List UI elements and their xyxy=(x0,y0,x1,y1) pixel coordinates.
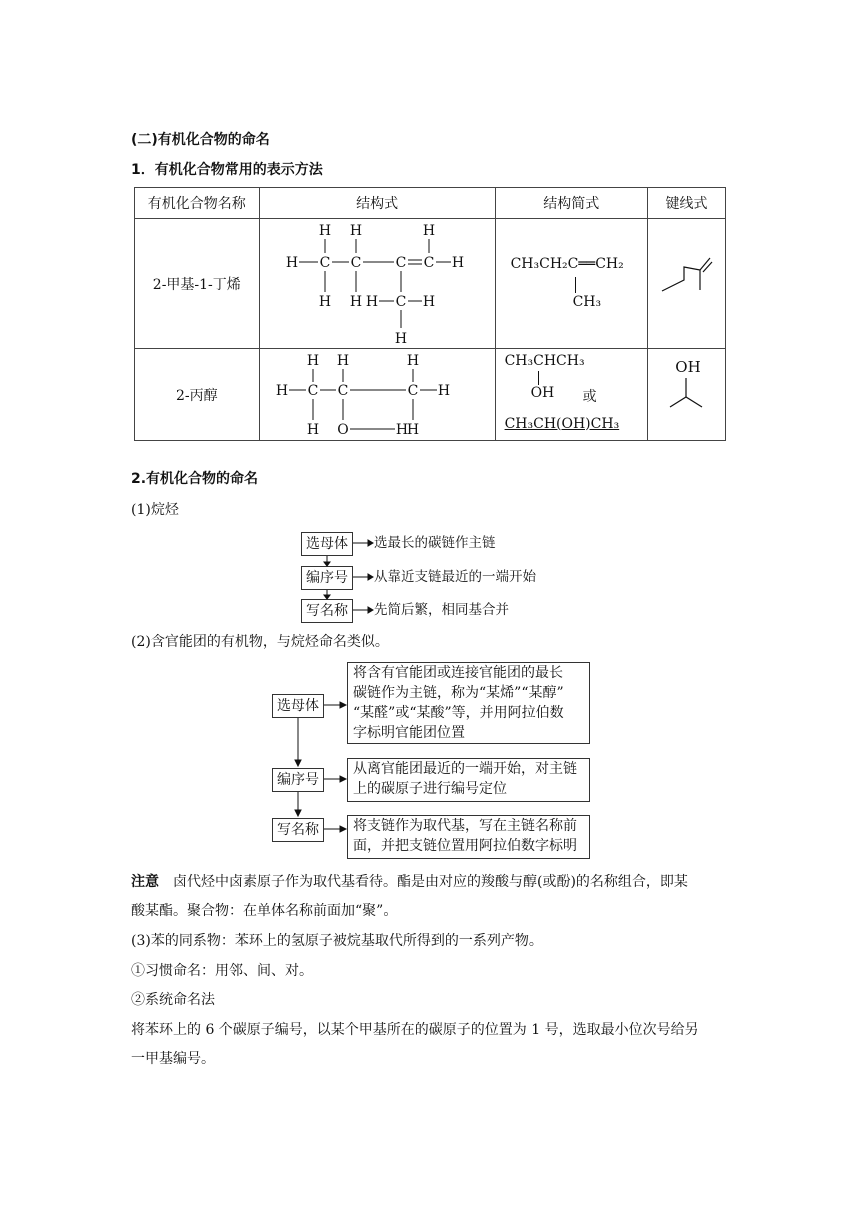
flow1-box-numbering: 编序号 xyxy=(301,566,353,590)
svg-text:C: C xyxy=(319,254,330,271)
note-line-2: 酸某酯。聚合物：在单体名称前面加“聚”。 xyxy=(131,903,398,919)
table-header-skeletal: 键线式 xyxy=(647,188,725,219)
flow1-desc-numbering: 从靠近支链最近的一端开始 xyxy=(374,569,536,585)
svg-text:H: H xyxy=(395,421,408,438)
flow2-arrows xyxy=(270,690,350,850)
condensed-line1: CH₃CHCH₃ xyxy=(504,352,585,369)
flow2-desc-numbering xyxy=(347,758,590,802)
svg-text:H: H xyxy=(349,293,362,310)
desc-line: 字标明官能团位置 xyxy=(353,725,465,741)
svg-text:H: H xyxy=(365,293,378,310)
table-row xyxy=(135,219,726,349)
benzene-homolog-title: (3)苯的同系物：苯环上的氢原子被烷基取代所得到的一系列产物。 xyxy=(131,933,543,949)
svg-text:H: H xyxy=(349,222,362,239)
flow1-desc-select-parent: 选最长的碳链作主链 xyxy=(374,535,496,551)
svg-text:H: H xyxy=(285,254,298,271)
skeletal-oh-label: OH xyxy=(675,357,701,376)
svg-text:C: C xyxy=(350,254,361,271)
desc-line: 上的碳原子进行编号定位 xyxy=(353,781,507,797)
svg-text:H: H xyxy=(318,293,331,310)
oh-bond xyxy=(538,371,539,385)
svg-text:H: H xyxy=(437,382,450,399)
condensed-line2: OH xyxy=(530,384,555,401)
svg-text:C: C xyxy=(423,254,434,271)
table-row xyxy=(135,349,726,441)
table-header-condensed: 结构简式 xyxy=(495,188,647,219)
svg-text:C: C xyxy=(395,254,406,271)
svg-text:H: H xyxy=(318,222,331,239)
skeletal-formula-propanol xyxy=(647,349,725,441)
systematic-naming-title: ②系统命名法 xyxy=(131,992,215,1008)
compound-name: 2-甲基-1-丁烯 xyxy=(135,219,260,349)
branch-bond xyxy=(575,277,576,293)
subsection-title-representation: 1．有机化合物常用的表示方法 xyxy=(131,162,323,178)
section-title: (二)有机化合物的命名 xyxy=(131,132,270,148)
condensed-formula-methylbutene xyxy=(495,219,647,349)
svg-text:H: H xyxy=(406,421,419,438)
alkane-title: (1)烷烃 xyxy=(131,502,179,518)
svg-text:H: H xyxy=(275,382,288,399)
svg-text:C: C xyxy=(407,382,418,399)
desc-line: 将支链作为取代基，写在主链名称前 xyxy=(353,818,577,834)
representation-table xyxy=(134,187,726,441)
svg-text:H: H xyxy=(306,352,319,369)
structural-formula-propanol xyxy=(259,349,495,441)
systematic-naming-desc-1: 将苯环上的 6 个碳原子编号，以某个甲基所在的碳原子的位置为 1 号，选取最小位次号给另 xyxy=(131,1022,699,1038)
flow1-box-write-name: 写名称 xyxy=(301,599,353,623)
note-line-1 xyxy=(131,872,688,892)
svg-text:H: H xyxy=(306,421,319,438)
condensed-or: 或 xyxy=(582,388,597,405)
desc-line: 从离官能团最近的一端开始，对主链 xyxy=(353,761,577,777)
desc-line: 将含有官能团或连接官能团的最长 xyxy=(353,665,563,681)
systematic-naming-desc-2: 一甲基编号。 xyxy=(131,1051,215,1067)
table-header-structural: 结构式 xyxy=(259,188,495,219)
svg-text:C: C xyxy=(307,382,318,399)
svg-text:H: H xyxy=(394,330,407,347)
desc-line: 碳链作为主链，称为“某烯”“某醇” xyxy=(353,685,564,701)
desc-line: “某醛”或“某酸”等，并用阿拉伯数 xyxy=(353,705,564,721)
svg-text:H: H xyxy=(451,254,464,271)
flow2-desc-select-parent xyxy=(347,662,590,744)
skeletal-formula-methylbutene xyxy=(647,219,725,349)
desc-line: 面，并把支链位置用阿拉伯数字标明 xyxy=(353,838,577,854)
svg-text:C: C xyxy=(395,293,406,310)
svg-text:O: O xyxy=(336,421,349,438)
svg-text:H: H xyxy=(406,352,419,369)
functional-group-title: (2)含官能团的有机物，与烷烃命名类似。 xyxy=(131,634,389,650)
svg-text:H: H xyxy=(422,293,435,310)
structural-formula-methylbutene xyxy=(259,219,495,349)
flow2-box-write-name: 写名称 xyxy=(272,818,324,842)
flow2-desc-write-name xyxy=(347,815,590,859)
flow2-box-numbering: 编序号 xyxy=(272,768,324,792)
flow2-box-select-parent: 选母体 xyxy=(272,694,324,718)
condensed-branch: CH₃ xyxy=(572,293,602,310)
flow1-desc-write-name: 先简后繁，相同基合并 xyxy=(374,602,509,618)
svg-text:C: C xyxy=(337,382,348,399)
note-label: 注意 xyxy=(131,874,159,890)
flow1-box-select-parent: 选母体 xyxy=(301,532,353,556)
note-text: 卤代烃中卤素原子作为取代基看待。酯是由对应的羧酸与醇(或酚)的名称组合，即某 xyxy=(173,874,688,890)
condensed-alt: CH₃CH(OH)CH₃ xyxy=(504,415,620,432)
flow1-arrows xyxy=(300,530,380,625)
compound-name: 2-丙醇 xyxy=(135,349,260,441)
subsection-title-naming: 2.有机化合物的命名 xyxy=(131,471,259,487)
svg-text:H: H xyxy=(422,222,435,239)
common-naming: ①习惯命名：用邻、间、对。 xyxy=(131,963,313,979)
svg-text:H: H xyxy=(336,352,349,369)
condensed-formula-propanol xyxy=(495,349,647,441)
table-header-name: 有机化合物名称 xyxy=(135,188,260,219)
condensed-main: CH₃CH₂C══CH₂ xyxy=(510,255,624,272)
